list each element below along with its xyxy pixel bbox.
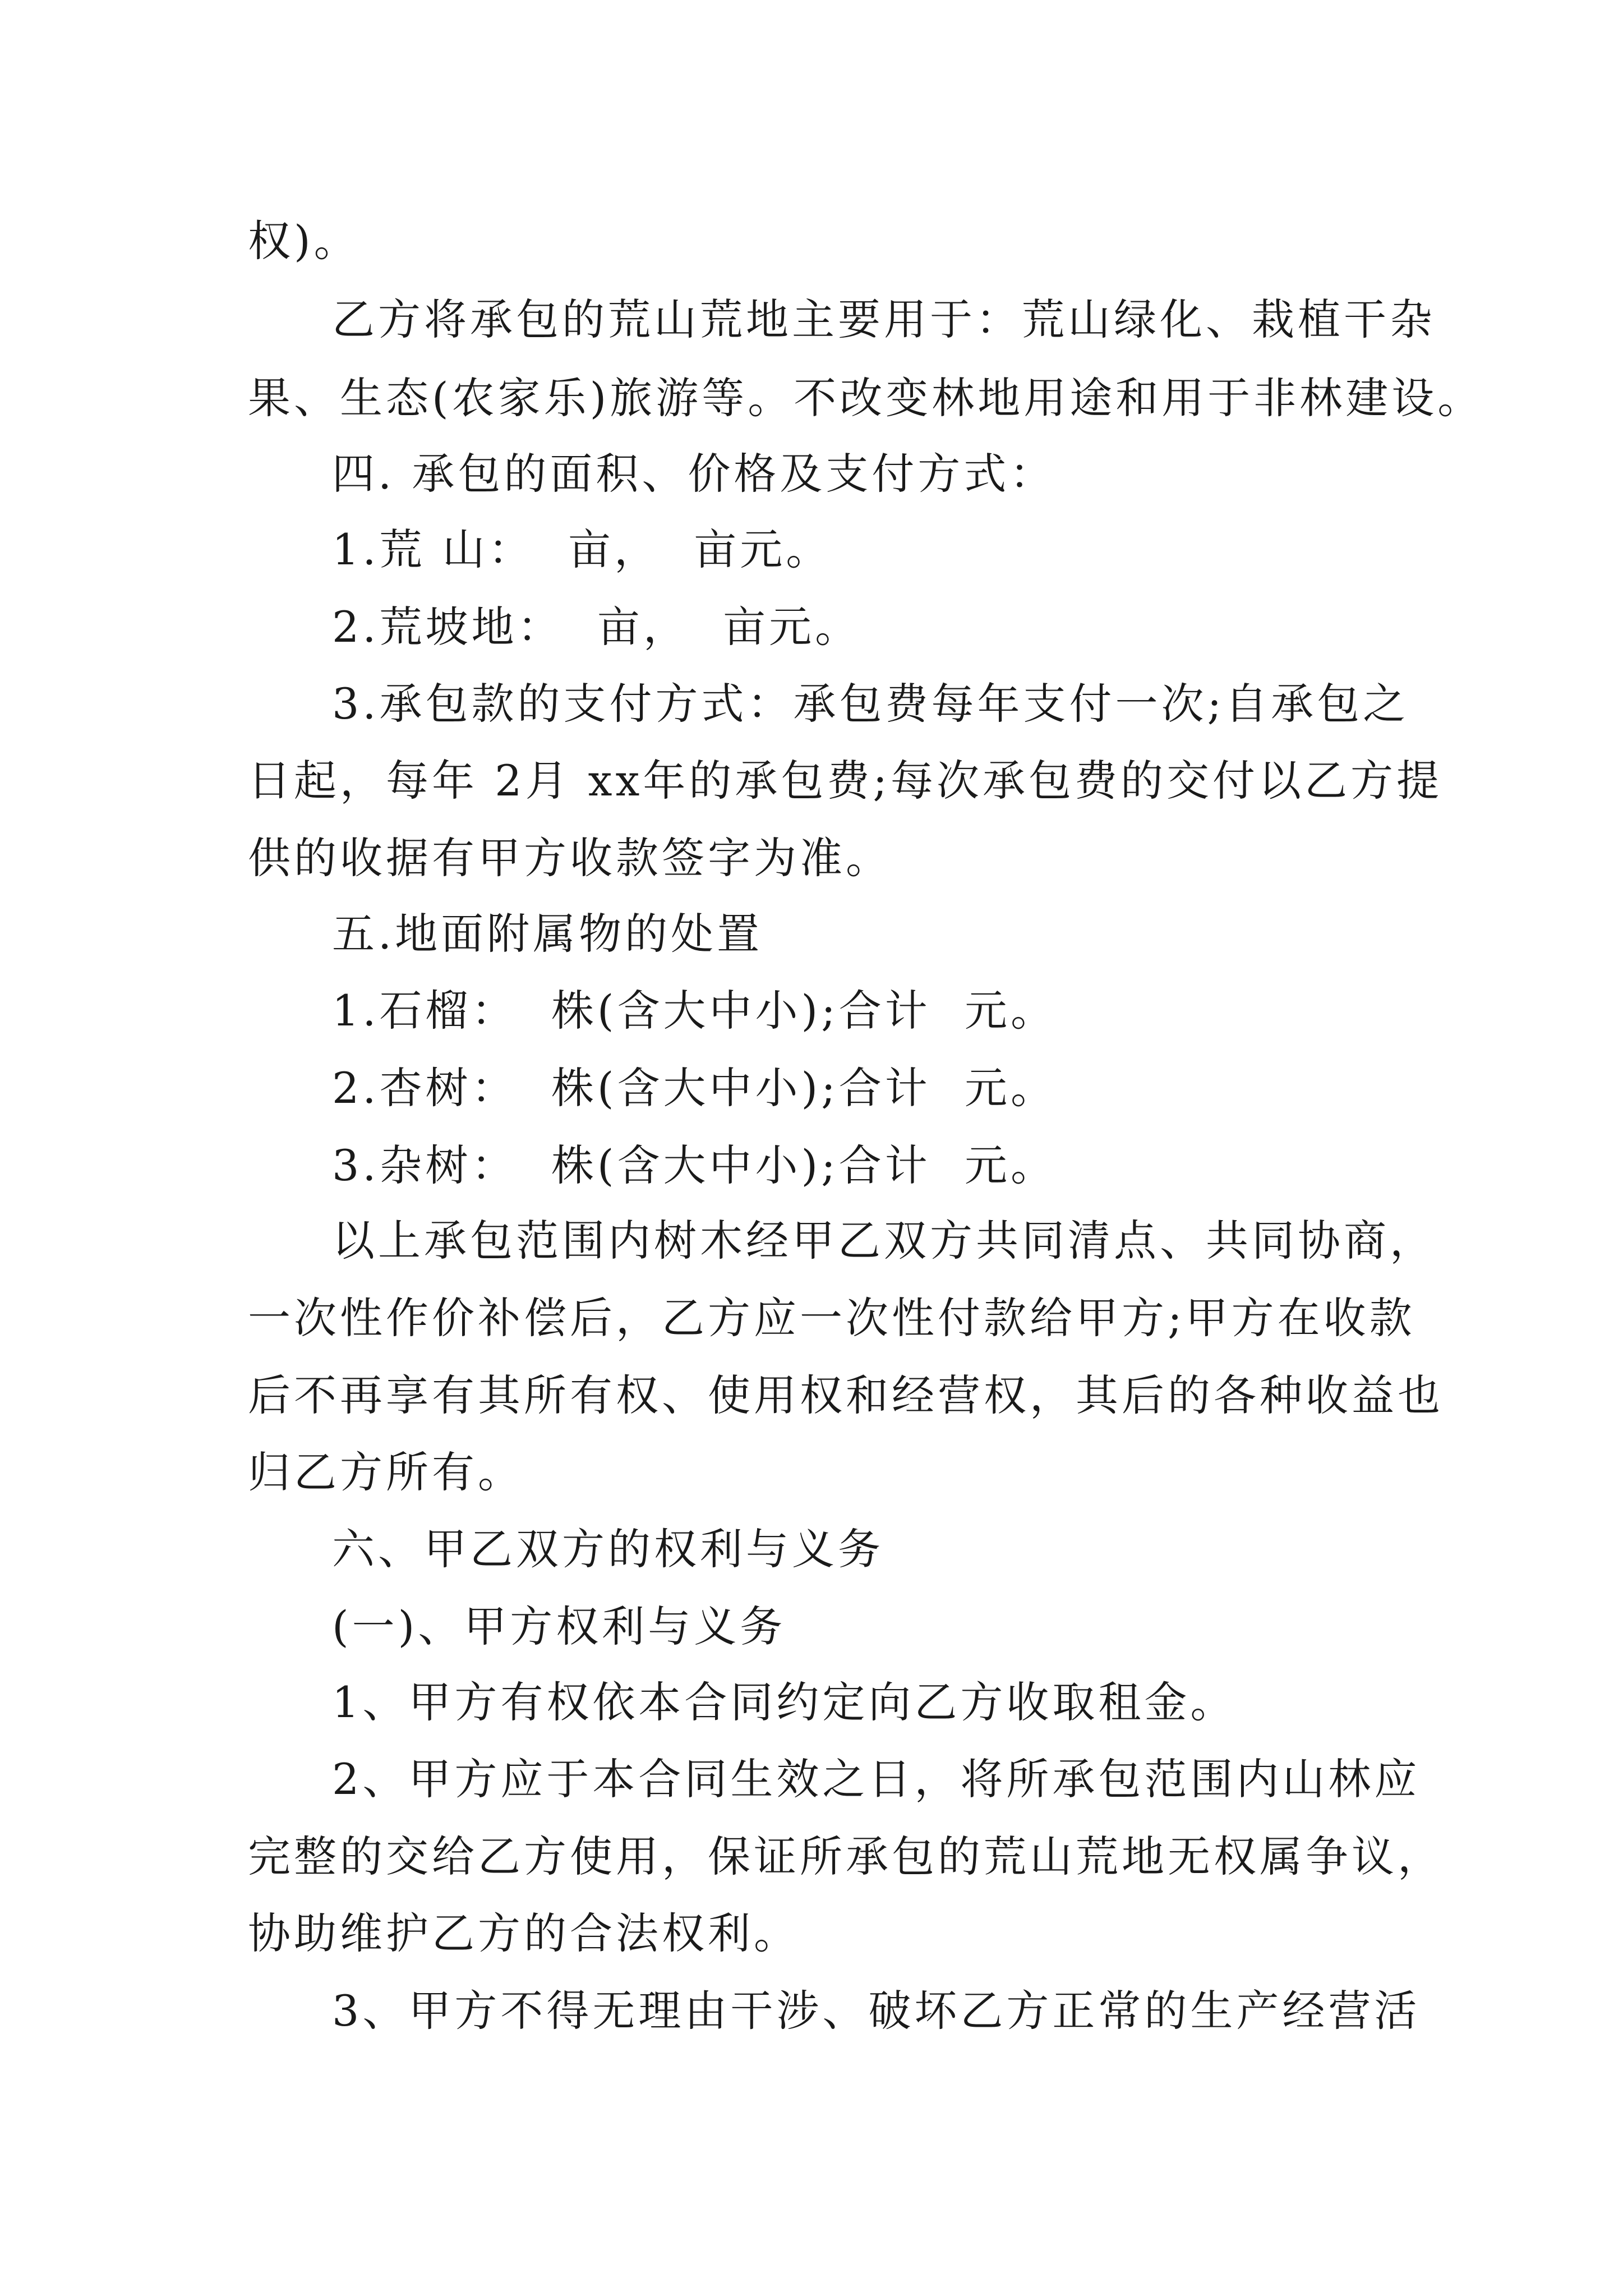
text-line-15: 一次性作价补偿后，乙方应一次性付款给甲方;甲方在收款 xyxy=(248,1293,1415,1343)
text-line-7: 3.承包款的支付方式：承包费每年支付一次;自承包之 xyxy=(332,679,1409,729)
text-line-2: 乙方将承包的荒山荒地主要用于：荒山绿化、栽植干杂 xyxy=(332,295,1436,344)
text-line-6: 2.荒坡地： 亩， 亩元。 xyxy=(332,602,861,652)
text-line-21: 2、甲方应于本合同生效之日，将所承包范围内山林应 xyxy=(332,1754,1421,1804)
text-line-18: 六、甲乙双方的权利与义务 xyxy=(332,1524,884,1574)
text-line-23: 协助维护乙方的合法权利。 xyxy=(248,1908,800,1958)
text-line-14: 以上承包范围内树木经甲乙双方共同清点、共同协商， xyxy=(332,1216,1436,1266)
text-line-11: 1.石榴： 株(含大中小);合计 元。 xyxy=(332,986,1057,1036)
text-line-9: 供的收据有甲方收款签字为准。 xyxy=(248,833,892,883)
text-line-8: 日起，每年 2月 xx年的承包费;每次承包费的交付以乙方提 xyxy=(248,756,1442,806)
text-line-10: 五.地面附属物的处置 xyxy=(332,909,763,959)
text-line-17: 归乙方所有。 xyxy=(248,1447,524,1497)
text-line-13: 3.杂树： 株(含大中小);合计 元。 xyxy=(332,1140,1057,1190)
text-line-4: 四. 承包的面积、价格及支付方式： xyxy=(332,449,1056,499)
text-line-16: 后不再享有其所有权、使用权和经营权，其后的各种收益也 xyxy=(248,1370,1444,1420)
text-line-22: 完整的交给乙方使用，保证所承包的荒山荒地无权属争议， xyxy=(248,1832,1444,1881)
text-line-3: 果、生态(农家乐)旅游等。不改变林地用途和用于非林建设。 xyxy=(248,373,1484,423)
text-line-12: 2.杏树： 株(含大中小);合计 元。 xyxy=(332,1063,1057,1113)
text-line-19: (一)、甲方权利与义务 xyxy=(332,1602,786,1651)
text-line-1: 权)。 xyxy=(248,216,360,266)
text-line-24: 3、甲方不得无理由干涉、破坏乙方正常的生产经营活 xyxy=(332,1986,1421,2036)
text-line-20: 1、甲方有权依本合同约定向乙方收取租金。 xyxy=(332,1677,1237,1727)
text-line-5: 1.荒 山： 亩， 亩元。 xyxy=(332,524,832,574)
